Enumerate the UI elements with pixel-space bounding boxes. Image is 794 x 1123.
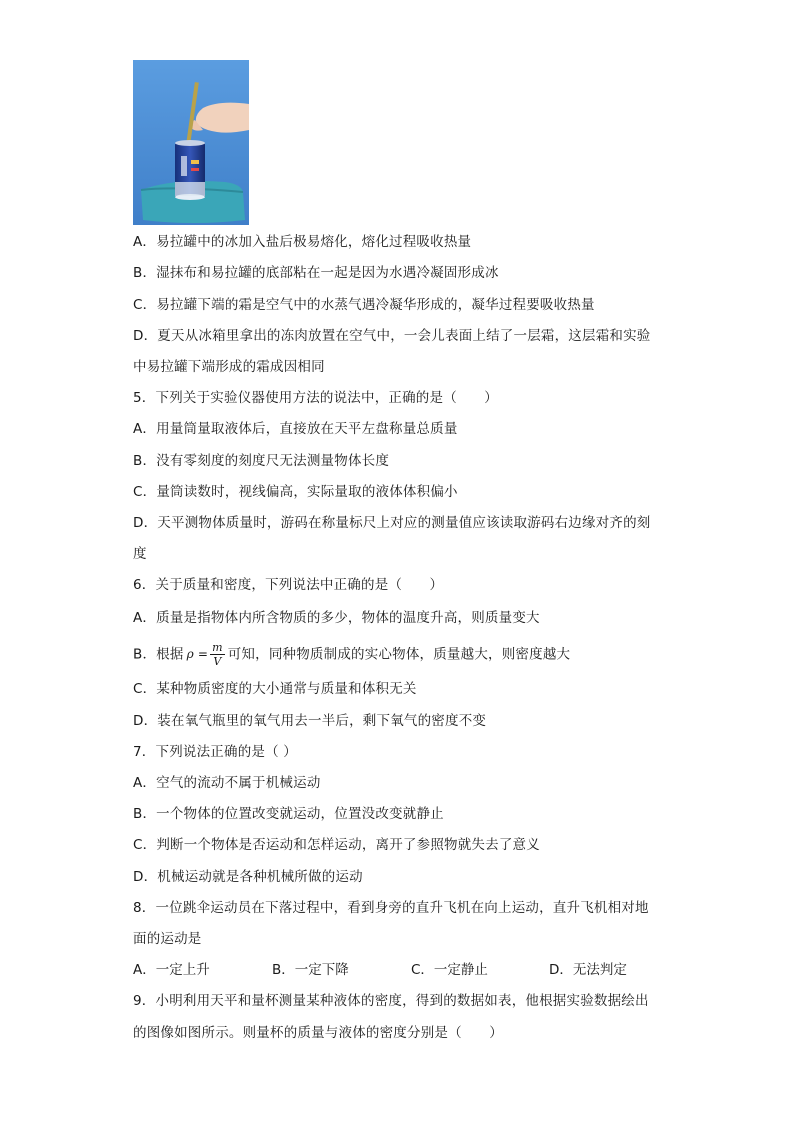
q8-stem-line1: 8．一位跳伞运动员在下落过程中，看到身旁的直升飞机在向上运动，直升飞机相对地	[133, 900, 649, 916]
q7-option-c: C．判断一个物体是否运动和怎样运动，离开了参照物就失去了意义	[133, 837, 540, 853]
rho-symbol: ρ =	[186, 647, 209, 661]
q8-option-d: D．无法判定	[549, 962, 627, 978]
q5-stem: 5．下列关于实验仪器使用方法的说法中，正确的是（ ）	[133, 390, 498, 406]
q7-option-a: A．空气的流动不属于机械运动	[133, 775, 321, 791]
q8-option-a: A．一定上升	[133, 962, 210, 978]
q5-option-a: A．用量筒量取液体后，直接放在天平左盘称量总质量	[133, 421, 458, 437]
q4-option-d-line2: 中易拉罐下端形成的霜成因相同	[133, 359, 325, 375]
q6-option-b-suffix: 可知，同种物质制成的实心物体，质量越大，则密度越大	[227, 646, 571, 663]
q6-option-b	[133, 641, 570, 668]
q7-option-d: D．机械运动就是各种机械所做的运动	[133, 869, 363, 885]
q4-option-d-line1: D．夏天从冰箱里拿出的冻肉放置在空气中，一会儿表面上结了一层霜，这层霜和实验	[133, 328, 651, 344]
q6-option-d: D．装在氧气瓶里的氧气用去一半后，剩下氧气的密度不变	[133, 713, 487, 729]
q4-option-c: C．易拉罐下端的霜是空气中的水蒸气遇冷凝华形成的，凝华过程要吸收热量	[133, 297, 595, 313]
q9-stem-line1: 9．小明利用天平和量杯测量某种液体的密度，得到的数据如表，他根据实验数据绘出	[133, 993, 649, 1009]
q8-option-b: B．一定下降	[272, 962, 349, 978]
q6-option-b-prefix: B．根据	[133, 646, 184, 663]
can-experiment-image	[133, 60, 249, 225]
q6-option-c: C．某种物质密度的大小通常与质量和体积无关	[133, 681, 417, 697]
q6-stem: 6．关于质量和密度，下列说法中正确的是（ ）	[133, 577, 444, 593]
fraction	[210, 641, 225, 668]
q7-option-b: B．一个物体的位置改变就运动，位置没改变就静止	[133, 806, 444, 822]
experiment-photo	[133, 60, 249, 225]
q5-option-d-line2: 度	[133, 546, 147, 562]
density-formula	[187, 641, 225, 668]
q4-option-a: A．易拉罐中的冰加入盐后极易熔化，熔化过程吸收热量	[133, 234, 472, 250]
q7-stem: 7．下列说法正确的是（ ）	[133, 744, 297, 760]
q9-stem-line2: 的图像如图所示。则量杯的质量与液体的密度分别是（ ）	[133, 1025, 503, 1041]
q5-option-b: B．没有零刻度的刻度尺无法测量物体长度	[133, 453, 390, 469]
q8-stem-line2: 面的运动是	[133, 931, 202, 947]
q4-option-b: B．湿抹布和易拉罐的底部粘在一起是因为水遇冷凝固形成冰	[133, 265, 499, 281]
q5-option-c: C．量筒读数时，视线偏高，实际量取的液体体积偏小	[133, 484, 458, 500]
q5-option-d-line1: D．天平测物体质量时，游码在称量标尺上对应的测量值应该读取游码右边缘对齐的刻	[133, 515, 651, 531]
q6-option-a: A．质量是指物体内所含物质的多少，物体的温度升高，则质量变大	[133, 610, 540, 626]
q8-option-c: C．一定静止	[411, 962, 488, 978]
fraction-numerator: m	[212, 641, 223, 654]
fraction-denominator: V	[213, 655, 222, 668]
